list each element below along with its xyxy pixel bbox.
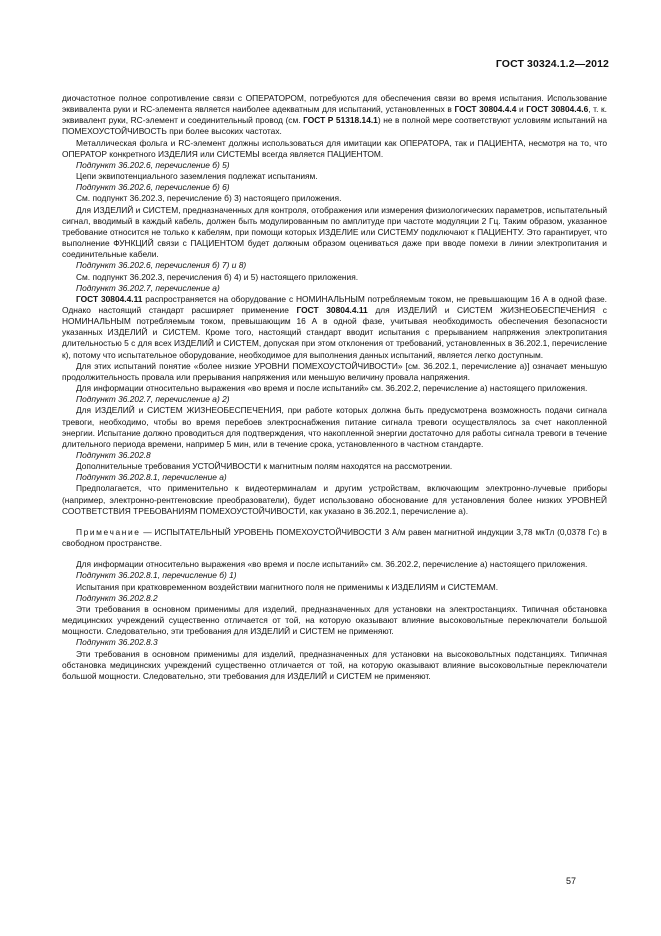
subclause-heading [62,570,607,581]
text-run: , т. к. эквивалент руки, RC-элемент и соединительный провод (см. [62,104,607,126]
text-run: Подпункт 36.202.8.2 [76,592,158,603]
subclause-heading [62,182,607,193]
body-paragraph [62,361,607,383]
text-run: См. подпункт 36.202.3, перечисления б) 4) и 5) настоящего приложения. [76,271,359,282]
text-run: распространяется на оборудование с НОМИНАЛЬНЫМ потребляемым током, не превышающим 16 А в одной фазе. Однако настоящий стандарт расширяет применение [62,293,607,315]
subclause-heading [62,160,607,171]
body-paragraph [62,405,607,450]
text-run: Для этих испытаний понятие «более низкие УРОВНИ ПОМЕХОУСТОЙЧИВОСТИ» [см. 36.202.1, перечисление а)] означает меньшую продолжительность провала или прерывания напряжения или меньшую величину провала напряжения. [62,360,607,382]
text-run: для ИЗДЕЛИЙ и СИСТЕМ ЖИЗНЕОБЕСПЕЧЕНИЯ с НОМИНАЛЬНЫМ потребляемым током, превышающим 16 А в одной фазе, учитывая необходимость обеспечения безопасности указанных ИЗДЕЛИЙ и СИСТЕМ. Кроме того, настоящий стандарт вводит испытания с прерыванием напряжения электропитания длительностью 5 с для всех ИЗДЕЛИЙ и СИСТЕМ, допуская при этом отклонения от требований, установленных в 36.202.1, перечисление к), потому что испытательное оборудование, необходимое для выполнения данных испытаний, является легко доступным. [62,304,607,360]
subclause-heading [62,637,607,648]
body-paragraph [62,649,607,682]
body-paragraph [62,559,607,570]
text-run: Для информации относительно выражения «во время и после испытаний» см. 36.202.2, перечисление а) настоящего приложения. [76,383,588,394]
body-paragraph [62,383,607,394]
standard-reference: ГОСТ 30804.4.6 [526,104,589,115]
body-paragraph [62,193,607,204]
subclause-heading [62,472,607,483]
text-run: Примечание [76,526,141,537]
text-run: Для ИЗДЕЛИЙ и СИСТЕМ, предназначенных для контроля, отображения или измерения физиологических параметров, испытательный сигнал, вводимый в каждый кабель, должен быть модулированным по амплитуде при частоте модуляции 2 Гц. Таким образом, указанное требование относится не только к кабелям, при помощи которых ИЗДЕЛИЕ или СИСТЕМУ подключают к ПАЦИЕНТУ. Это гарантирует, что выполнение ФУНКЦИЙ связи с ПАЦИЕНТОМ будет должным образом оцениваться даже при вводе помехи в линии электропитания и соединительные кабели. [62,204,607,260]
text-run: Подпункт 36.202.7, перечисление а) [76,282,220,293]
page-number: 57 [566,876,577,886]
text-run: Металлическая фольга и RC-элемент должны использоваться для имитации как ОПЕРАТОРА, так и ПАЦИЕНТА, несмотря на то, что ОПЕРАТОР конкретного ИЗДЕЛИЯ или СИСТЕМЫ всегда является ПАЦИЕНТОМ. [62,137,607,159]
text-run: Для информации относительно выражения «во время и после испытаний» см. 36.202.2, перечисление а) настоящего приложения. [76,559,588,570]
text-run: Предполагается, что применительно к видеотерминалам и другим устройствам, включающим электронно-лучевые приборы (например, электронно-рентгеновские преобразователи), будет использовано обоснование для установления более низких УРОВНЕЙ СООТВЕТСТВИЯ ТРЕБОВАНИЯМ ПОМЕХОУСТОЙЧИВОСТИ, как указано в 36.202.1, перечисление а). [62,483,607,516]
body-paragraph [62,205,607,261]
subclause-heading [62,283,607,294]
text-run: ) не в полной мере соответствуют условиям испытаний на ПОМЕХОУСТОЙЧИВОСТЬ при более высоких частотах. [62,115,607,137]
body-paragraph [62,461,607,472]
text-run: Дополнительные требования УСТОЙЧИВОСТИ к магнитным полям находятся на рассмотрении. [76,461,453,472]
text-run: Подпункт 36.202.8.1, перечисление б) 1) [76,570,237,581]
note-paragraph [62,527,607,549]
subclause-heading [62,450,607,461]
body-paragraph [62,604,607,637]
text-run: См. подпункт 36.202.3, перечисление б) 3) настоящего приложения. [76,193,342,204]
text-run: диочастотное полное сопротивление связи с ОПЕРАТОРОМ, потребуются для обеспечения связи во время испытания. Использование эквивалента руки и RC-элемента является наиболее адекватным для испытаний, установленных в [62,93,607,115]
text-run: Эти требования в основном применимы для изделий, предназначенных для установки на электростанциях. Типичная обстановка медицинских учреждений существенно отличается от той, на которую оказывают влияние высоковольтные переключатели большой мощности. Следовательно, эти требования для ИЗДЕЛИЙ и СИСТЕМ не применяют. [62,603,607,637]
subclause-heading [62,260,607,271]
text-run: и [516,104,527,115]
text-run: Цепи эквипотенциального заземления подлежат испытаниям. [76,171,318,182]
body-paragraph [62,294,607,361]
text-run: — ИСПЫТАТЕЛЬНЫЙ УРОВЕНЬ ПОМЕХОУСТОЙЧИВОСТИ 3 А/м равен магнитной индукции 3,78 мкТл (0,0378 Гс) в свободном пространстве. [62,526,607,549]
body-paragraph [62,171,607,182]
text-run: Подпункт 36.202.6, перечисление б) 5) [76,159,230,170]
text-run: Подпункт 36.202.8.3 [76,637,158,648]
text-run: Подпункт 36.202.6, перечисления б) 7) и 8) [76,260,247,271]
standard-reference: ГОСТ Р 51318.14.1 [303,115,378,126]
text-run: Подпункт 36.202.8 [76,450,151,460]
standard-reference: ГОСТ 30804.4.4 [454,104,517,115]
text-run: Для ИЗДЕЛИЙ и СИСТЕМ ЖИЗНЕОБЕСПЕЧЕНИЯ, при работе которых должна быть предусмотрена возможность подачи сигнала тревоги, необходимо, чтобы во время перебоев электроснабжения питание сигнала тревоги осуществлялось за счет накопленной энергии. Испытание должно проводиться для подтверждения, что накопленной энергии достаточно для работы сигнала тревоги в течение длительного периода времени, например 5 мин, или в течение срока, установленного в частном стандарте. [62,405,607,449]
standard-reference: ГОСТ 30804.4.11 [296,304,368,315]
body-paragraph [62,272,607,283]
subclause-heading [62,394,607,405]
subclause-heading [62,593,607,604]
text-run: Испытания при кратковременном воздействии магнитного поля не применимы к ИЗДЕЛИЯМ и СИСТЕМАМ. [76,581,499,592]
standard-header: ГОСТ 30324.1.2—2012 [495,58,609,70]
text-run: Подпункт 36.202.7, перечисление а) 2) [76,394,230,405]
document-body [62,93,607,682]
body-paragraph [62,582,607,593]
body-paragraph [62,138,607,160]
standard-reference: ГОСТ 30804.4.11 [76,293,143,304]
body-paragraph [62,93,607,138]
text-run: Подпункт 36.202.8.1, перечисление а) [76,472,227,483]
body-paragraph [62,483,607,516]
text-run: Подпункт 36.202.6, перечисление б) 6) [76,182,230,193]
text-run: Эти требования в основном применимы для изделий, предназначенных для установки на высоковольтных подстанциях. Типичная обстановка медицинских учреждений существенно отличается от той, на которую оказывают влияние высоковольтные переключатели большой мощности. Следовательно, эти требования для ИЗДЕЛИЙ и СИСТЕМ не применяют. [62,648,607,681]
